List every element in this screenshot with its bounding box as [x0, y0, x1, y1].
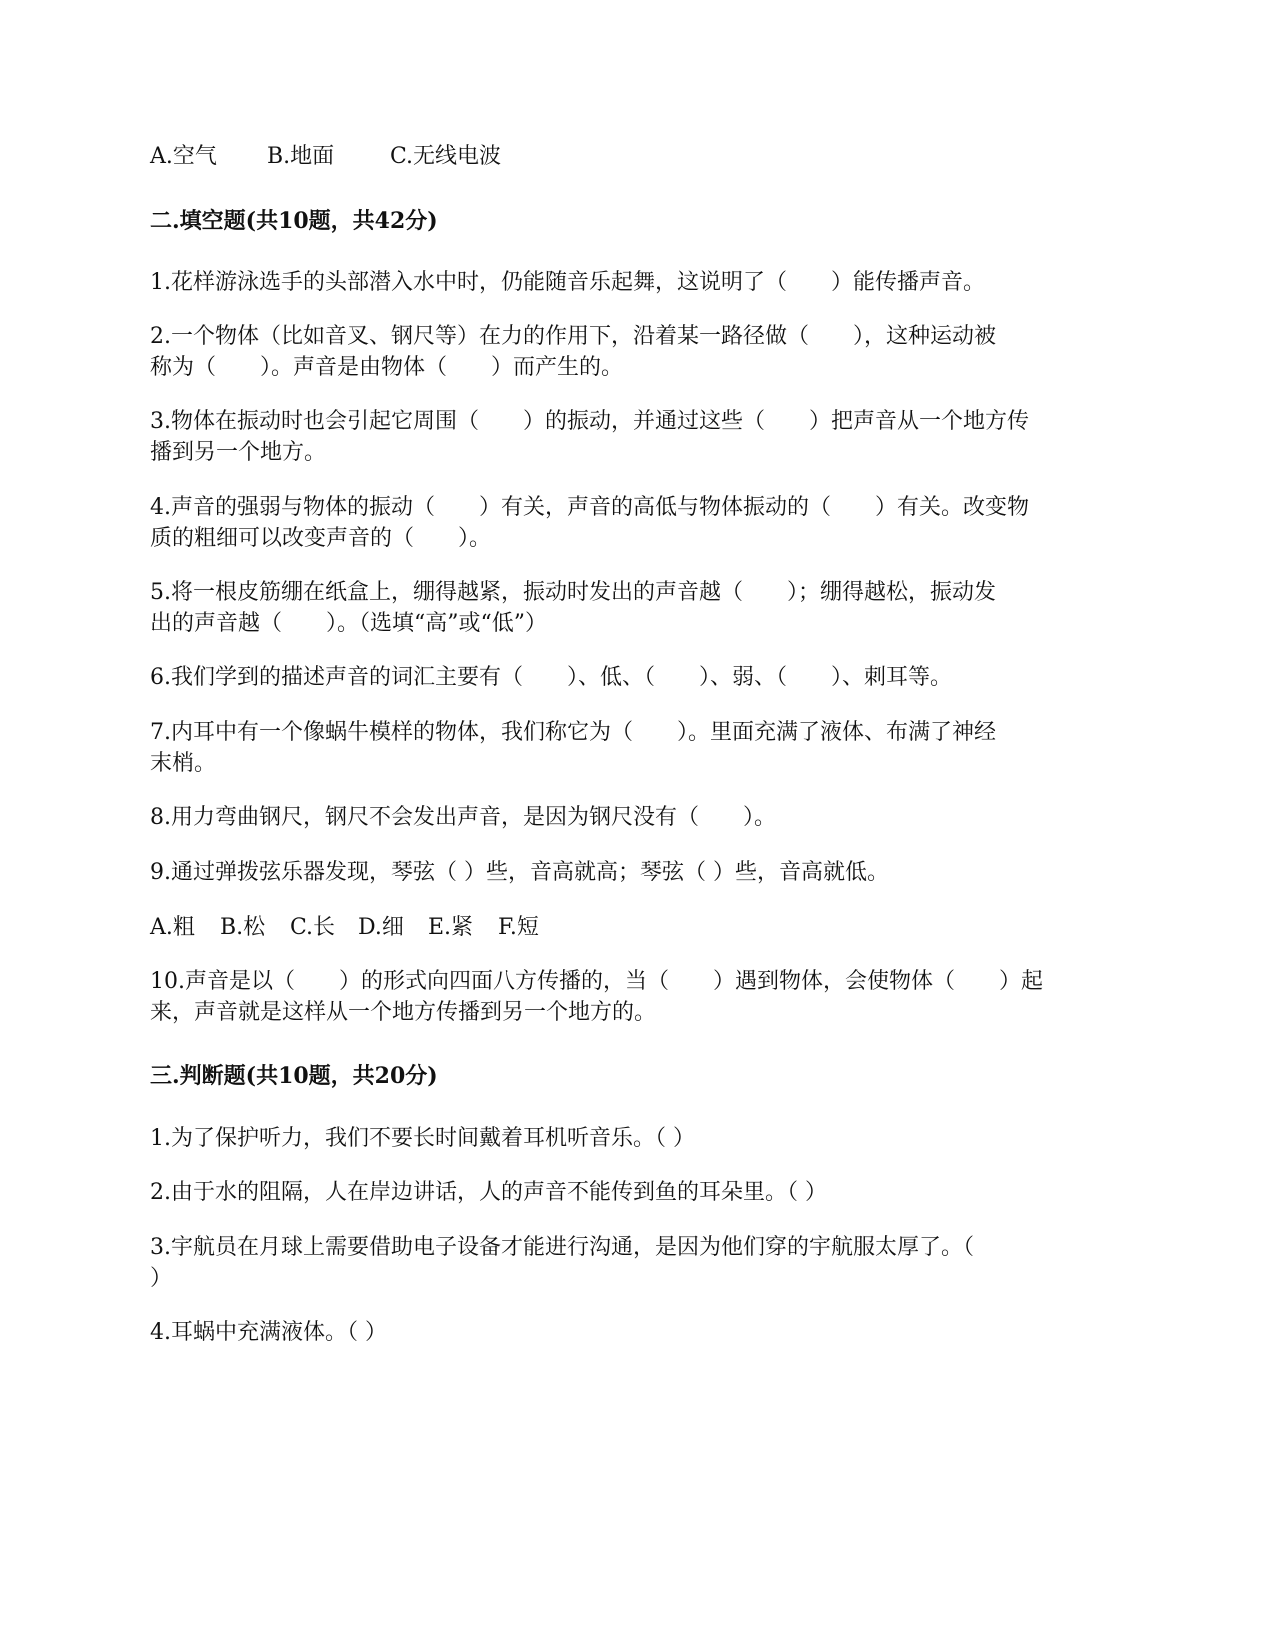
question-text-line: 来，声音就是这样从一个地方传播到另一个地方的。 [150, 1000, 657, 1025]
question-text-line: 质的粗细可以改变声音的（ ）。 [150, 526, 492, 551]
q9-option: B.松 [220, 915, 266, 940]
question-text-line: 3.宇航员在月球上需要借助电子设备才能进行沟通，是因为他们穿的宇航服太厚了。（ [150, 1235, 974, 1260]
question-text-line: 9.通过弹拨弦乐器发现，琴弦（ ）些，音高就高；琴弦（ ）些，音高就低。 [150, 860, 889, 885]
question-text-line: 2.一个物体（比如音叉、钢尺等）在力的作用下，沿着某一路径做（ ），这种运动被 [150, 324, 996, 349]
q9-option: F.短 [498, 915, 539, 940]
question-text-line: 3.物体在振动时也会引起它周围（ ）的振动，并通过这些（ ）把声音从一个地方传 [150, 409, 1029, 434]
question-text-line: 末梢。 [150, 751, 217, 776]
question-text-line: 6.我们学到的描述声音的词汇主要有（ ）、低、（ ）、弱、（ ）、刺耳等。 [150, 665, 952, 690]
question-text-line: 7.内耳中有一个像蜗牛模样的物体，我们称它为（ ）。里面充满了液体、布满了神经 [150, 720, 996, 745]
question-text-line: ） [150, 1266, 173, 1291]
q9-option: C.长 [290, 915, 336, 940]
option-a: A.空气 [150, 144, 217, 169]
question-text-line: 出的声音越（ ）。（选填“高”或“低”） [150, 611, 547, 636]
option-c: C.无线电波 [390, 144, 502, 169]
question-text-line: 10.声音是以（ ）的形式向四面八方传播的，当（ ）遇到物体，会使物体（ ）起 [150, 969, 1043, 994]
question-text-line: 5.将一根皮筋绷在纸盒上，绷得越紧，振动时发出的声音越（ ）；绷得越松，振动发 [150, 580, 996, 605]
q9-option: A.粗 [150, 915, 195, 940]
question-text-line: 8.用力弯曲钢尺，钢尺不会发出声音，是因为钢尺没有（ ）。 [150, 805, 776, 830]
question-text-line: 4.耳蜗中充满液体。（ ） [150, 1320, 387, 1345]
section-heading-fill-blank: 二.填空题(共10题，共42分) [150, 208, 438, 234]
question-text-line: 播到另一个地方。 [150, 440, 327, 465]
q9-option: E.紧 [428, 915, 474, 940]
option-b: B.地面 [267, 144, 335, 169]
question-text-line: 1.花样游泳选手的头部潜入水中时，仍能随音乐起舞，这说明了（ ）能传播声音。 [150, 270, 985, 295]
question-text-line: 2.由于水的阻隔，人在岸边讲话，人的声音不能传到鱼的耳朵里。（ ） [150, 1180, 827, 1205]
question-text-line: 称为（ ）。声音是由物体（ ）而产生的。 [150, 355, 624, 380]
section-heading-true-false: 三.判断题(共10题，共20分) [150, 1063, 438, 1089]
question-text-line: 1.为了保护听力，我们不要长时间戴着耳机听音乐。（ ） [150, 1126, 695, 1151]
question-text-line: 4.声音的强弱与物体的振动（ ）有关，声音的高低与物体振动的（ ）有关。改变物 [150, 495, 1029, 520]
q9-option: D.细 [358, 915, 404, 940]
